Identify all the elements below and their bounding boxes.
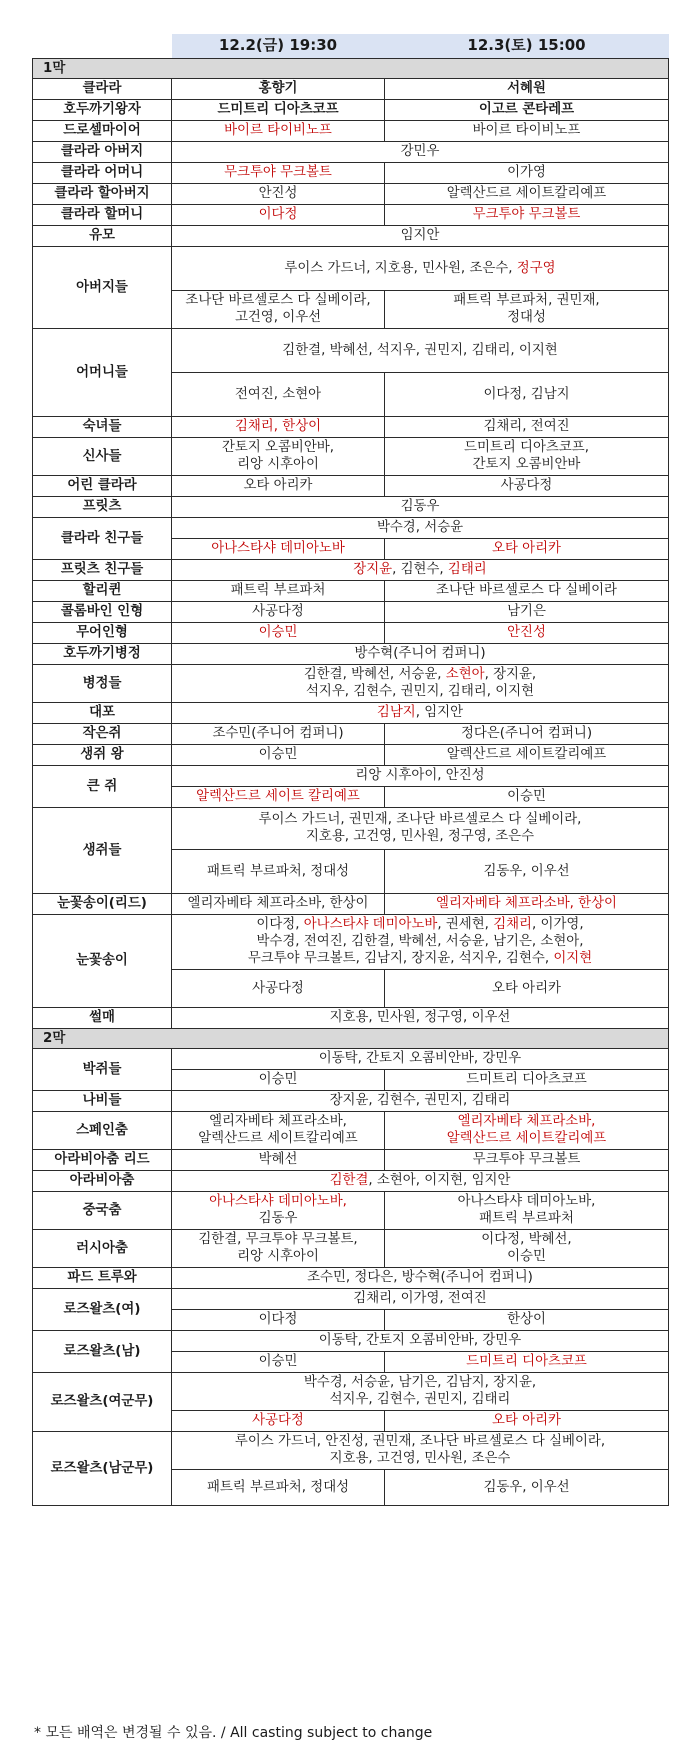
role-label: 생쥐 왕	[33, 744, 172, 765]
cast-cell	[385, 183, 669, 204]
cast-name: 이다정, 김남지	[483, 386, 570, 402]
role-row	[33, 183, 669, 204]
role-label: 대포	[33, 702, 172, 723]
role-label: 클라라 아버지	[33, 141, 172, 162]
cast-name: 오타 아리카	[492, 980, 561, 996]
cast-name: 이승민	[258, 1354, 298, 1369]
cast-name: 박수경, 전여진, 김한결, 박혜선, 서승윤, 남기은, 소현아,	[256, 934, 584, 949]
cast-name: 간토지 오콤비안바,	[222, 440, 334, 455]
role-label: 호두까기왕자	[33, 99, 172, 120]
cast-name-highlight: 이승민	[258, 625, 298, 640]
cast-name: 남기은	[507, 604, 546, 619]
cast-cell	[172, 1090, 669, 1111]
cast-cell	[385, 1191, 669, 1229]
cast-cell	[172, 141, 669, 162]
cast-name: 무크투야 무크볼트, 김남지, 장지윤, 석지우, 김현수,	[247, 951, 554, 966]
cast-cell	[172, 1469, 385, 1505]
cast-name: , 권세현,	[437, 917, 494, 932]
role-label: 아라비아춤 리드	[33, 1149, 172, 1170]
cast-name: 알렉산드르 세이트칼리예프	[198, 1131, 358, 1146]
cast-cell	[172, 559, 669, 580]
cast-name: 이승민	[258, 1072, 298, 1087]
role-row	[33, 702, 669, 723]
cast-name: 정대성	[507, 310, 546, 325]
cast-cell	[172, 969, 385, 1007]
cast-name: 무크투야 무크볼트	[472, 1152, 581, 1167]
cast-cell	[172, 1267, 669, 1288]
cast-name: 임지안	[400, 228, 440, 243]
role-row	[33, 496, 669, 517]
cast-name: , 임지안	[415, 705, 464, 720]
cast-name: 지호용, 고건영, 민사원, 조은수	[329, 1451, 511, 1466]
role-row	[33, 416, 669, 437]
cast-cell	[172, 807, 669, 849]
role-label: 콜롬바인 인형	[33, 601, 172, 622]
cast-name: 김채리, 전여진	[483, 419, 570, 434]
cast-name: 사공다정	[252, 980, 304, 996]
role-row	[33, 559, 669, 580]
cast-name: 패트릭 부르파처, 정대성	[206, 1479, 350, 1495]
casting-table	[32, 34, 669, 1506]
cast-name: 아나스타샤 데미아노바,	[457, 1194, 596, 1209]
cast-name: , 장지윤,	[484, 667, 537, 682]
cast-cell	[172, 416, 385, 437]
role-row	[33, 1288, 669, 1309]
role-label: 숙녀들	[33, 416, 172, 437]
role-row	[33, 437, 669, 475]
cast-name-highlight: 김태리	[447, 562, 487, 577]
cast-name-highlight: 김채리	[493, 917, 532, 932]
cast-cell	[385, 1069, 669, 1090]
role-row	[33, 1267, 669, 1288]
cast-cell	[172, 437, 385, 475]
cast-cell	[172, 601, 385, 622]
role-label: 할리퀸	[33, 580, 172, 601]
cast-cell	[172, 622, 385, 643]
casting-footnote: * 모든 배역은 변경될 수 있음. / All casting subject to change	[34, 1725, 433, 1741]
cast-cell	[172, 580, 385, 601]
cast-cell	[385, 622, 669, 643]
cast-name: 김동우, 이우선	[483, 1479, 570, 1495]
cast-name-highlight: 엘리자베타 체프라소바,	[457, 1114, 596, 1129]
role-label: 로즈왈츠(남)	[33, 1330, 172, 1372]
header-corner	[33, 34, 172, 58]
cast-name: 조나단 바르셀로스 다 실베이라,	[185, 293, 371, 308]
cast-cell	[172, 664, 669, 702]
cast-name: 이다정	[258, 1312, 298, 1327]
cast-name: 패트릭 부르파처, 권민재,	[453, 293, 600, 308]
cast-cell	[172, 538, 385, 559]
cast-cell	[172, 328, 669, 372]
cast-name: 방수혁(주니어 컴퍼니)	[354, 646, 486, 661]
cast-name: 석지우, 김현수, 권민지, 김태리	[329, 1392, 511, 1407]
role-row	[33, 664, 669, 702]
role-label: 어린 클라라	[33, 475, 172, 496]
cast-name-highlight: 바이르 타이비노프	[224, 123, 332, 138]
cast-name: 정다은(주니어 컴퍼니)	[460, 726, 593, 741]
cast-cell	[172, 1288, 669, 1309]
cast-name-highlight: 아나스타샤 데미아노바,	[209, 1194, 347, 1209]
cast-cell	[385, 1410, 669, 1431]
role-row	[33, 1090, 669, 1111]
cast-name: 드미트리 디아츠코프	[466, 1072, 587, 1087]
cast-cell	[385, 538, 669, 559]
role-label: 로즈왈츠(남군무)	[33, 1431, 172, 1505]
role-row	[33, 246, 669, 290]
cast-name: 리앙 시후아이	[237, 1249, 319, 1264]
cast-name: 김동우	[400, 499, 440, 514]
cast-name: 고건영, 이우선	[234, 310, 322, 325]
cast-cell	[172, 1410, 385, 1431]
cast-name: 사공다정	[500, 478, 553, 493]
cast-name: 이다정, 박혜선,	[481, 1232, 572, 1247]
cast-cell	[172, 290, 385, 328]
role-row	[33, 475, 669, 496]
role-label: 프릿츠 친구들	[33, 559, 172, 580]
role-label: 큰 쥐	[33, 765, 172, 807]
cast-name: 한상이	[507, 1312, 546, 1327]
role-row	[33, 204, 669, 225]
cast-name: 석지우, 김현수, 권민지, 김태리, 이지현	[305, 684, 535, 699]
cast-cell	[385, 849, 669, 893]
cast-name-highlight: 무크투야 무크볼트	[472, 207, 581, 222]
role-label: 작은쥐	[33, 723, 172, 744]
cast-cell	[172, 183, 385, 204]
role-row	[33, 914, 669, 969]
role-row	[33, 1372, 669, 1410]
role-row	[33, 723, 669, 744]
cast-name-highlight: 무크투야 무크볼트	[224, 165, 332, 180]
role-row	[33, 517, 669, 538]
cast-name-highlight: 소현아	[445, 667, 485, 682]
cast-name: 리앙 시후아이, 안진성	[355, 768, 485, 783]
cast-cell	[172, 1048, 669, 1069]
cast-cell	[385, 1149, 669, 1170]
cast-cell	[385, 372, 669, 416]
cast-cell	[172, 786, 385, 807]
cast-name: 이고르 콘타레프	[478, 102, 575, 117]
cast-name: 박수경, 서승윤	[376, 520, 464, 535]
cast-name: 조수민(주니어 컴퍼니)	[212, 726, 344, 741]
role-label: 썰매	[33, 1007, 172, 1028]
cast-name-highlight: 아나스타샤 데미아노바	[211, 541, 345, 556]
cast-cell	[172, 1007, 669, 1028]
cast-cell	[385, 162, 669, 183]
cast-name: 지호용, 민사원, 정구영, 이우선	[329, 1010, 511, 1025]
cast-name-highlight: 알렉산드르 세이트 칼리예프	[196, 789, 360, 804]
cast-cell	[385, 601, 669, 622]
cast-name: 이동탁, 간토지 오콤비안바, 강민우	[318, 1051, 522, 1066]
cast-cell	[172, 1431, 669, 1469]
cast-name-highlight: 오타 아리카	[492, 1413, 561, 1428]
cast-cell	[385, 786, 669, 807]
cast-name: 조수민, 정다은, 방수혁(주니어 컴퍼니)	[307, 1270, 533, 1285]
cast-cell	[385, 1111, 669, 1149]
cast-name-highlight: 아나스타샤 데미아노바	[303, 917, 438, 932]
cast-name: 루이스 가드너, 지호용, 민사원, 조은수,	[284, 260, 517, 276]
cast-cell	[172, 517, 669, 538]
role-label: 스페인춤	[33, 1111, 172, 1149]
role-label: 눈꽃송이(리드)	[33, 893, 172, 914]
section-header-row	[33, 1028, 669, 1048]
role-row	[33, 120, 669, 141]
cast-cell	[172, 744, 385, 765]
cast-name-highlight: 이지현	[553, 951, 593, 966]
role-row	[33, 225, 669, 246]
cast-name-highlight: 엘리자베타 체프라소바, 한상이	[436, 896, 617, 911]
role-label: 무어인형	[33, 622, 172, 643]
cast-cell	[385, 290, 669, 328]
role-row	[33, 744, 669, 765]
cast-cell	[172, 765, 669, 786]
cast-name: 엘리자베타 체프라소바,	[209, 1114, 347, 1129]
role-label: 나비들	[33, 1090, 172, 1111]
role-label: 중국춤	[33, 1191, 172, 1229]
cast-cell	[172, 914, 669, 969]
cast-cell	[172, 475, 385, 496]
cast-cell	[172, 1372, 669, 1410]
role-row	[33, 1431, 669, 1469]
cast-name: 김한결, 박혜선, 석지우, 권민지, 김태리, 이지현	[282, 342, 558, 358]
role-label: 드로셀마이어	[33, 120, 172, 141]
cast-name: 루이스 가드너, 권민재, 조나단 바르셀로스 다 실베이라,	[258, 812, 582, 827]
role-row	[33, 580, 669, 601]
cast-name: 김한결, 박혜선, 서승윤,	[303, 667, 446, 682]
cast-name: , 이가영,	[532, 917, 584, 932]
cast-cell	[172, 702, 669, 723]
cast-cell	[172, 1111, 385, 1149]
cast-cell	[172, 1170, 669, 1191]
role-label: 호두까기병정	[33, 643, 172, 664]
role-row	[33, 162, 669, 183]
cast-cell	[172, 849, 385, 893]
role-label: 신사들	[33, 437, 172, 475]
cast-cell	[385, 1309, 669, 1330]
cast-name: 엘리자베타 체프라소바, 한상이	[187, 896, 369, 911]
cast-name: 루이스 가드너, 안진성, 권민재, 조나단 바르셀로스 다 실베이라,	[234, 1434, 606, 1449]
cast-name: 이다정,	[256, 917, 304, 932]
cast-name: 이동탁, 간토지 오콤비안바, 강민우	[318, 1333, 522, 1348]
cast-name: 리앙 시후아이	[237, 457, 319, 472]
cast-name: 안진성	[258, 186, 298, 201]
cast-cell	[385, 416, 669, 437]
cast-name-highlight: 오타 아리카	[492, 541, 561, 556]
cast-cell	[172, 1229, 385, 1267]
role-label: 아라비아춤	[33, 1170, 172, 1191]
role-label: 파드 트루와	[33, 1267, 172, 1288]
role-label: 눈꽃송이	[33, 914, 172, 1007]
cast-cell	[385, 204, 669, 225]
cast-cell	[385, 1351, 669, 1372]
cast-name-highlight: 김채리, 한상이	[234, 419, 322, 434]
cast-cell	[385, 893, 669, 914]
role-row	[33, 807, 669, 849]
cast-name: 사공다정	[252, 604, 304, 619]
role-row	[33, 1229, 669, 1267]
role-row	[33, 1048, 669, 1069]
cast-name-highlight: 이다정	[258, 207, 298, 222]
cast-cell	[172, 723, 385, 744]
cast-name: 조나단 바르셀로스 다 실베이라	[436, 583, 617, 598]
cast-name: 드미트리 디아츠코프,	[464, 440, 589, 455]
role-label: 어머니들	[33, 328, 172, 416]
cast-cell	[172, 99, 385, 120]
cast-name-highlight: 드미트리 디아츠코프	[466, 1354, 587, 1369]
role-row	[33, 1111, 669, 1149]
cast-name-highlight: 사공다정	[252, 1413, 304, 1428]
cast-name: 간토지 오콤비안바	[472, 457, 581, 472]
role-row	[33, 1007, 669, 1028]
role-row	[33, 893, 669, 914]
cast-name-highlight: 김한결	[329, 1173, 369, 1188]
role-row	[33, 643, 669, 664]
role-row	[33, 765, 669, 786]
cast-cell	[385, 1469, 669, 1505]
cast-name: 이가영	[507, 165, 546, 180]
cast-cell	[385, 78, 669, 99]
role-row	[33, 622, 669, 643]
cast-name: 지호용, 고건영, 민사원, 정구영, 조은수	[305, 829, 535, 844]
role-label: 클라라 할아버지	[33, 183, 172, 204]
cast-cell	[172, 204, 385, 225]
role-row	[33, 1170, 669, 1191]
cast-name-highlight: 알렉산드르 세이트칼리예프	[446, 1131, 607, 1146]
cast-name: 패트릭 부르파처	[479, 1211, 574, 1226]
cast-cell	[172, 225, 669, 246]
cast-name-highlight: 김남지	[376, 705, 416, 720]
cast-cell	[172, 1351, 385, 1372]
cast-name: 패트릭 부르파처, 정대성	[206, 863, 350, 879]
cast-name: 드미트리 디아츠코프	[217, 102, 339, 117]
cast-cell	[172, 643, 669, 664]
role-label: 박쥐들	[33, 1048, 172, 1090]
role-label: 로즈왈츠(여)	[33, 1288, 172, 1330]
cast-name: 이승민	[258, 747, 298, 762]
role-row	[33, 141, 669, 162]
role-label: 로즈왈츠(여군무)	[33, 1372, 172, 1431]
cast-cell	[385, 99, 669, 120]
cast-name-highlight: 안진성	[507, 625, 546, 640]
cast-name: 김동우	[258, 1211, 298, 1226]
cast-cell	[385, 475, 669, 496]
cast-name: 김동우, 이우선	[483, 863, 570, 879]
cast-name: 패트릭 부르파처	[230, 583, 326, 598]
cast-cell	[172, 1069, 385, 1090]
cast-cell	[385, 580, 669, 601]
cast-name: 전여진, 소현아	[234, 386, 322, 402]
role-row	[33, 1330, 669, 1351]
cast-name: , 소현아, 이지현, 임지안	[368, 1173, 511, 1188]
role-row	[33, 1191, 669, 1229]
cast-name: 홍향기	[258, 81, 298, 96]
cast-cell	[172, 1309, 385, 1330]
cast-name: 이승민	[507, 1249, 546, 1264]
section-title: 2막	[33, 1028, 669, 1048]
cast-cell	[172, 1191, 385, 1229]
role-row	[33, 601, 669, 622]
role-row	[33, 1149, 669, 1170]
cast-name: 오타 아리카	[243, 478, 313, 493]
cast-name: 알렉산드르 세이트칼리예프	[446, 186, 607, 201]
cast-cell	[385, 437, 669, 475]
cast-cell	[172, 372, 385, 416]
cast-name: 김채리, 이가영, 전여진	[353, 1291, 487, 1306]
role-label: 클라라 친구들	[33, 517, 172, 559]
role-label: 클라라 어머니	[33, 162, 172, 183]
role-label: 생쥐들	[33, 807, 172, 893]
cast-name: 이승민	[507, 789, 546, 804]
role-label: 프릿츠	[33, 496, 172, 517]
cast-name: 강민우	[400, 144, 440, 159]
section-title: 1막	[33, 58, 669, 78]
cast-cell	[172, 78, 385, 99]
cast-name: , 김현수,	[392, 562, 448, 577]
cast-name: 알렉산드르 세이트칼리예프	[446, 747, 607, 762]
cast-cell	[172, 893, 385, 914]
role-row	[33, 99, 669, 120]
cast-name-highlight: 장지윤	[353, 562, 393, 577]
cast-name: 장지윤, 김현수, 권민지, 김태리	[329, 1093, 511, 1108]
performance-header-row	[33, 34, 669, 58]
cast-cell	[172, 1149, 385, 1170]
casting-table-body	[33, 34, 669, 1505]
role-label: 러시아춤	[33, 1229, 172, 1267]
performance-date-1: 12.2(금) 19:30	[172, 34, 385, 58]
cast-cell	[385, 969, 669, 1007]
cast-name: 박수경, 서승윤, 남기은, 김남지, 장지윤,	[303, 1375, 537, 1390]
cast-name: 서혜원	[507, 81, 546, 96]
cast-cell	[385, 744, 669, 765]
role-row	[33, 328, 669, 372]
section-header-row	[33, 58, 669, 78]
role-row	[33, 78, 669, 99]
role-label: 아버지들	[33, 246, 172, 328]
cast-name: 바이르 타이비노프	[472, 123, 581, 138]
cast-cell	[385, 723, 669, 744]
cast-cell	[385, 1229, 669, 1267]
cast-name: 박혜선	[258, 1152, 298, 1167]
cast-cell	[172, 162, 385, 183]
performance-date-2: 12.3(토) 15:00	[385, 34, 669, 58]
cast-cell	[172, 1330, 669, 1351]
cast-cell	[172, 120, 385, 141]
cast-name: 김한결, 무크투야 무크볼트,	[198, 1232, 358, 1247]
cast-name-highlight: 정구영	[516, 260, 556, 276]
cast-cell	[172, 496, 669, 517]
role-label: 유모	[33, 225, 172, 246]
role-label: 병정들	[33, 664, 172, 702]
role-label: 클라라 할머니	[33, 204, 172, 225]
cast-cell	[385, 120, 669, 141]
role-label: 클라라	[33, 78, 172, 99]
cast-cell	[172, 246, 669, 290]
